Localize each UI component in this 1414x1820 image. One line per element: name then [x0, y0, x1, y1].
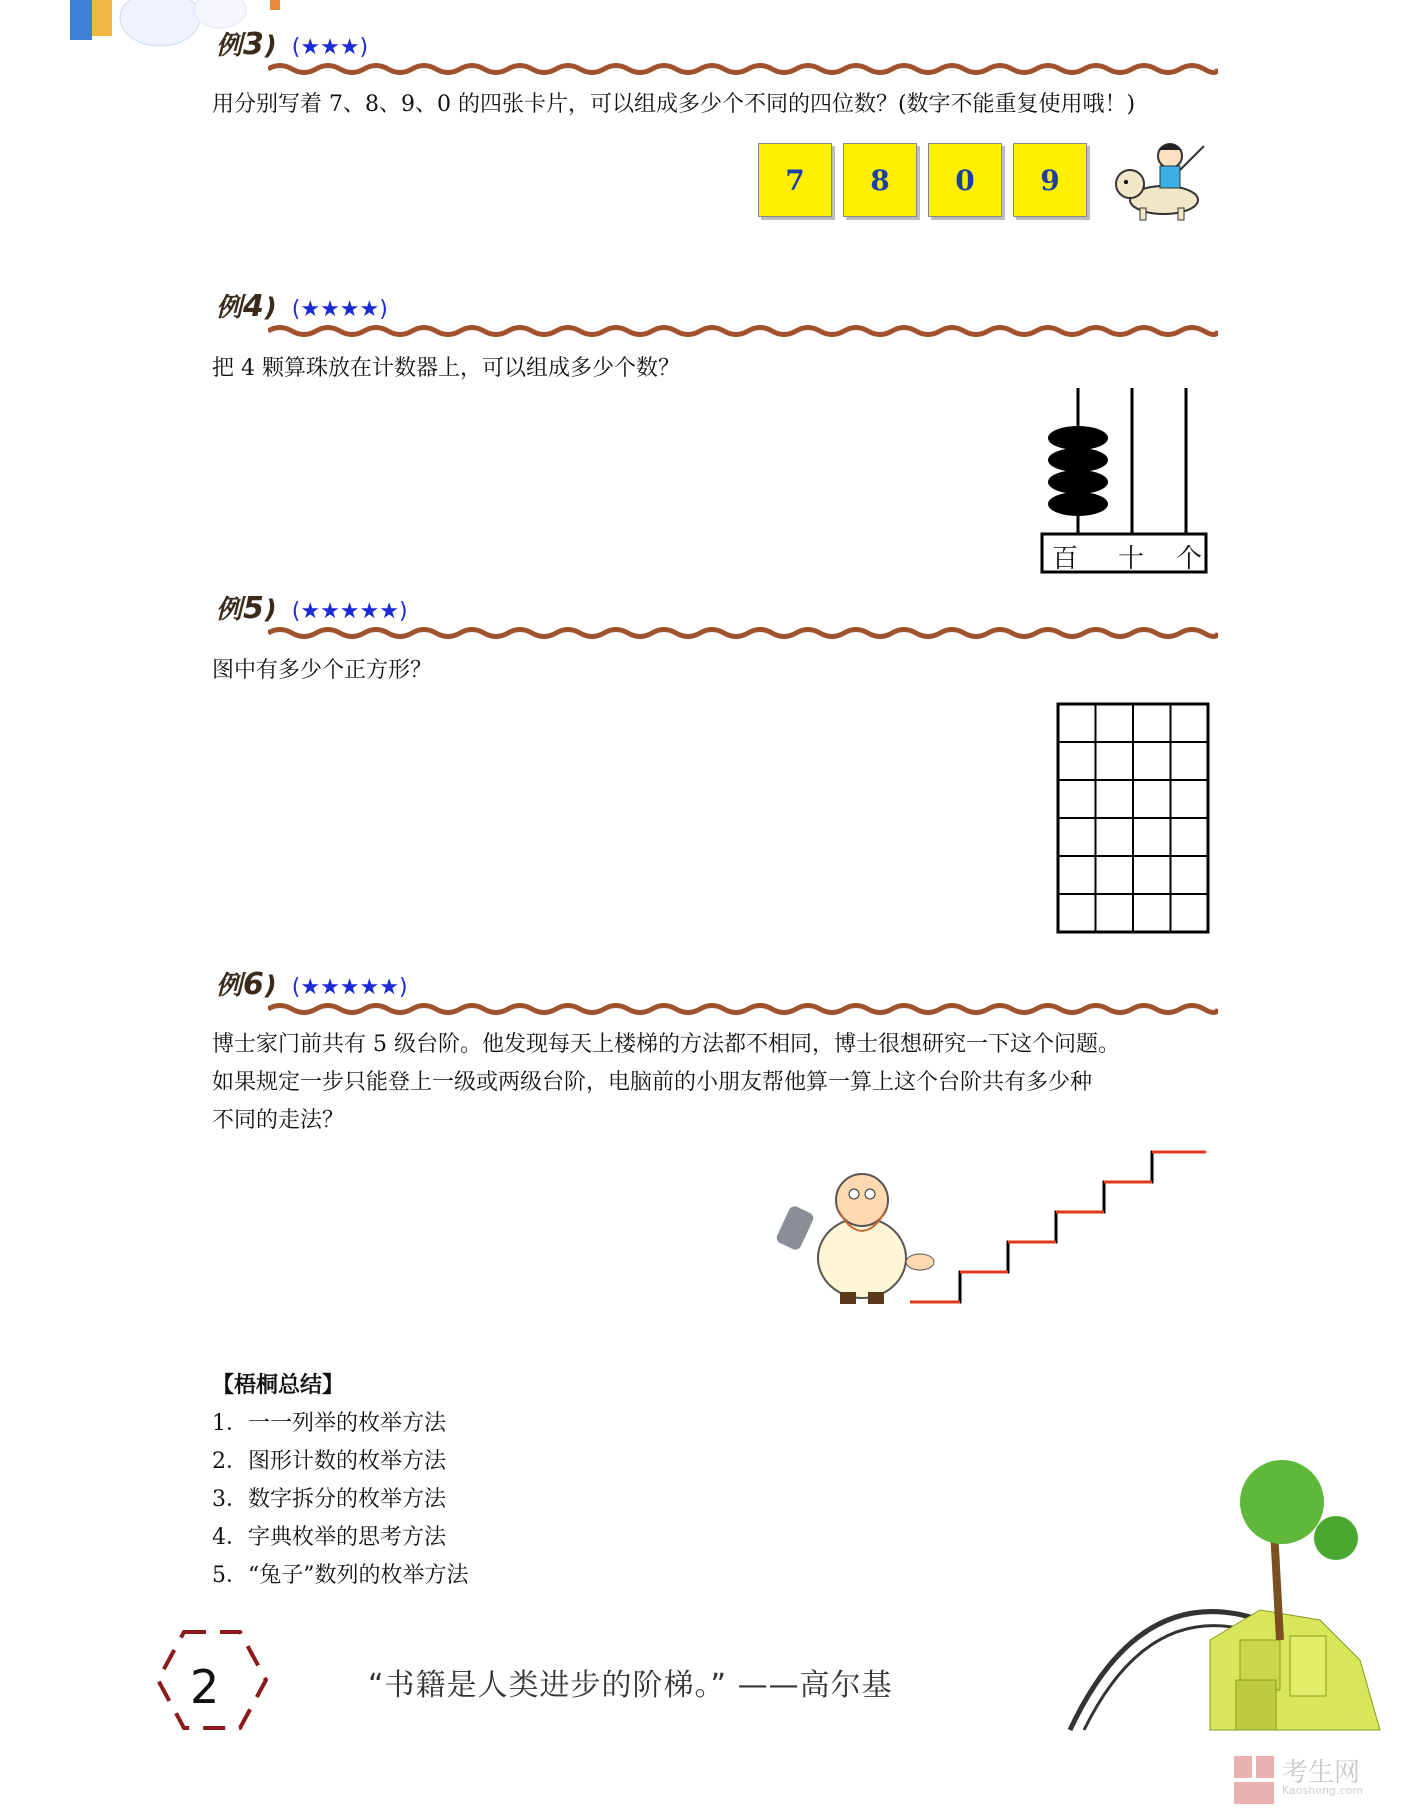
example-6-question-line-2: 如果规定一步只能登上一级或两级台阶，电脑前的小朋友帮他算一算上这个台阶共有多少种 [212, 1070, 1093, 1095]
example-3-header [216, 22, 368, 62]
abacus-bead [1048, 492, 1108, 516]
example-6-header [216, 962, 408, 1002]
summary-item: 2．图形计数的枚举方法 [212, 1449, 446, 1474]
example-badge: 例6) [216, 967, 278, 1002]
footer-quote: “书籍是人类进步的阶梯。” ——高尔基 [368, 1668, 893, 1703]
example-4-header [216, 284, 388, 324]
summary-item: 1．一一列举的枚举方法 [212, 1411, 446, 1436]
number-card-0: 0 [928, 143, 1002, 217]
example-5-question: 图中有多少个正方形？ [212, 658, 433, 683]
wave-divider [268, 324, 1218, 338]
boy-on-dog-illustration [1108, 138, 1214, 222]
wave-divider [268, 1002, 1218, 1016]
wave-divider [268, 62, 1218, 76]
example-4-question: 把 4 颗算珠放在计数器上，可以组成多少个数？ [212, 356, 680, 381]
abacus-bead [1048, 448, 1108, 472]
difficulty-stars: (★★★★★) [291, 975, 408, 1000]
abacus-bead [1048, 426, 1108, 450]
difficulty-stars: (★★★) [291, 35, 369, 60]
example-badge: 例4) [216, 289, 278, 324]
abacus-label-hundreds: 百 [1052, 544, 1079, 574]
abacus-bead [1048, 470, 1108, 494]
example-badge: 例5) [216, 591, 278, 626]
summary-item: 4．字典枚举的思考方法 [212, 1525, 446, 1550]
tree-castle-illustration [1060, 1440, 1390, 1740]
site-logo-text: 考生网 [1282, 1758, 1361, 1788]
example-5-header [216, 586, 408, 626]
number-card-8: 8 [843, 143, 917, 217]
summary-title: 【梧桐总结】 [212, 1373, 345, 1398]
example-6-question-line-1: 博士家门前共有 5 级台阶。他发现每天上楼梯的方法都不相同，博士很想研究一下这个问题。 [212, 1032, 1120, 1057]
site-logo-subtext: Kaosheng.com [1282, 1784, 1363, 1797]
summary-item: 3．数字拆分的枚举方法 [212, 1487, 446, 1512]
summary-item: 5．“兔子”数列的枚举方法 [212, 1563, 469, 1588]
page-number: 2 [190, 1660, 220, 1714]
wave-divider [268, 626, 1218, 640]
example-3-question: 用分别写着 7、8、9、0 的四张卡片，可以组成多少个不同的四位数？(数字不能重复使用哦！) [212, 92, 1136, 117]
abacus-label-tens: 十 [1118, 544, 1145, 574]
site-logo-icon [1232, 1754, 1276, 1806]
staircase-figure [910, 1146, 1206, 1308]
example-badge: 例3) [216, 27, 278, 62]
example-6-question-line-3: 不同的走法？ [212, 1108, 345, 1133]
abacus-label-ones: 个 [1176, 544, 1203, 574]
square-grid-figure [1056, 702, 1212, 936]
number-card-9: 9 [1013, 143, 1087, 217]
difficulty-stars: (★★★★★) [291, 599, 408, 624]
number-card-7: 7 [758, 143, 832, 217]
difficulty-stars: (★★★★) [291, 297, 388, 322]
